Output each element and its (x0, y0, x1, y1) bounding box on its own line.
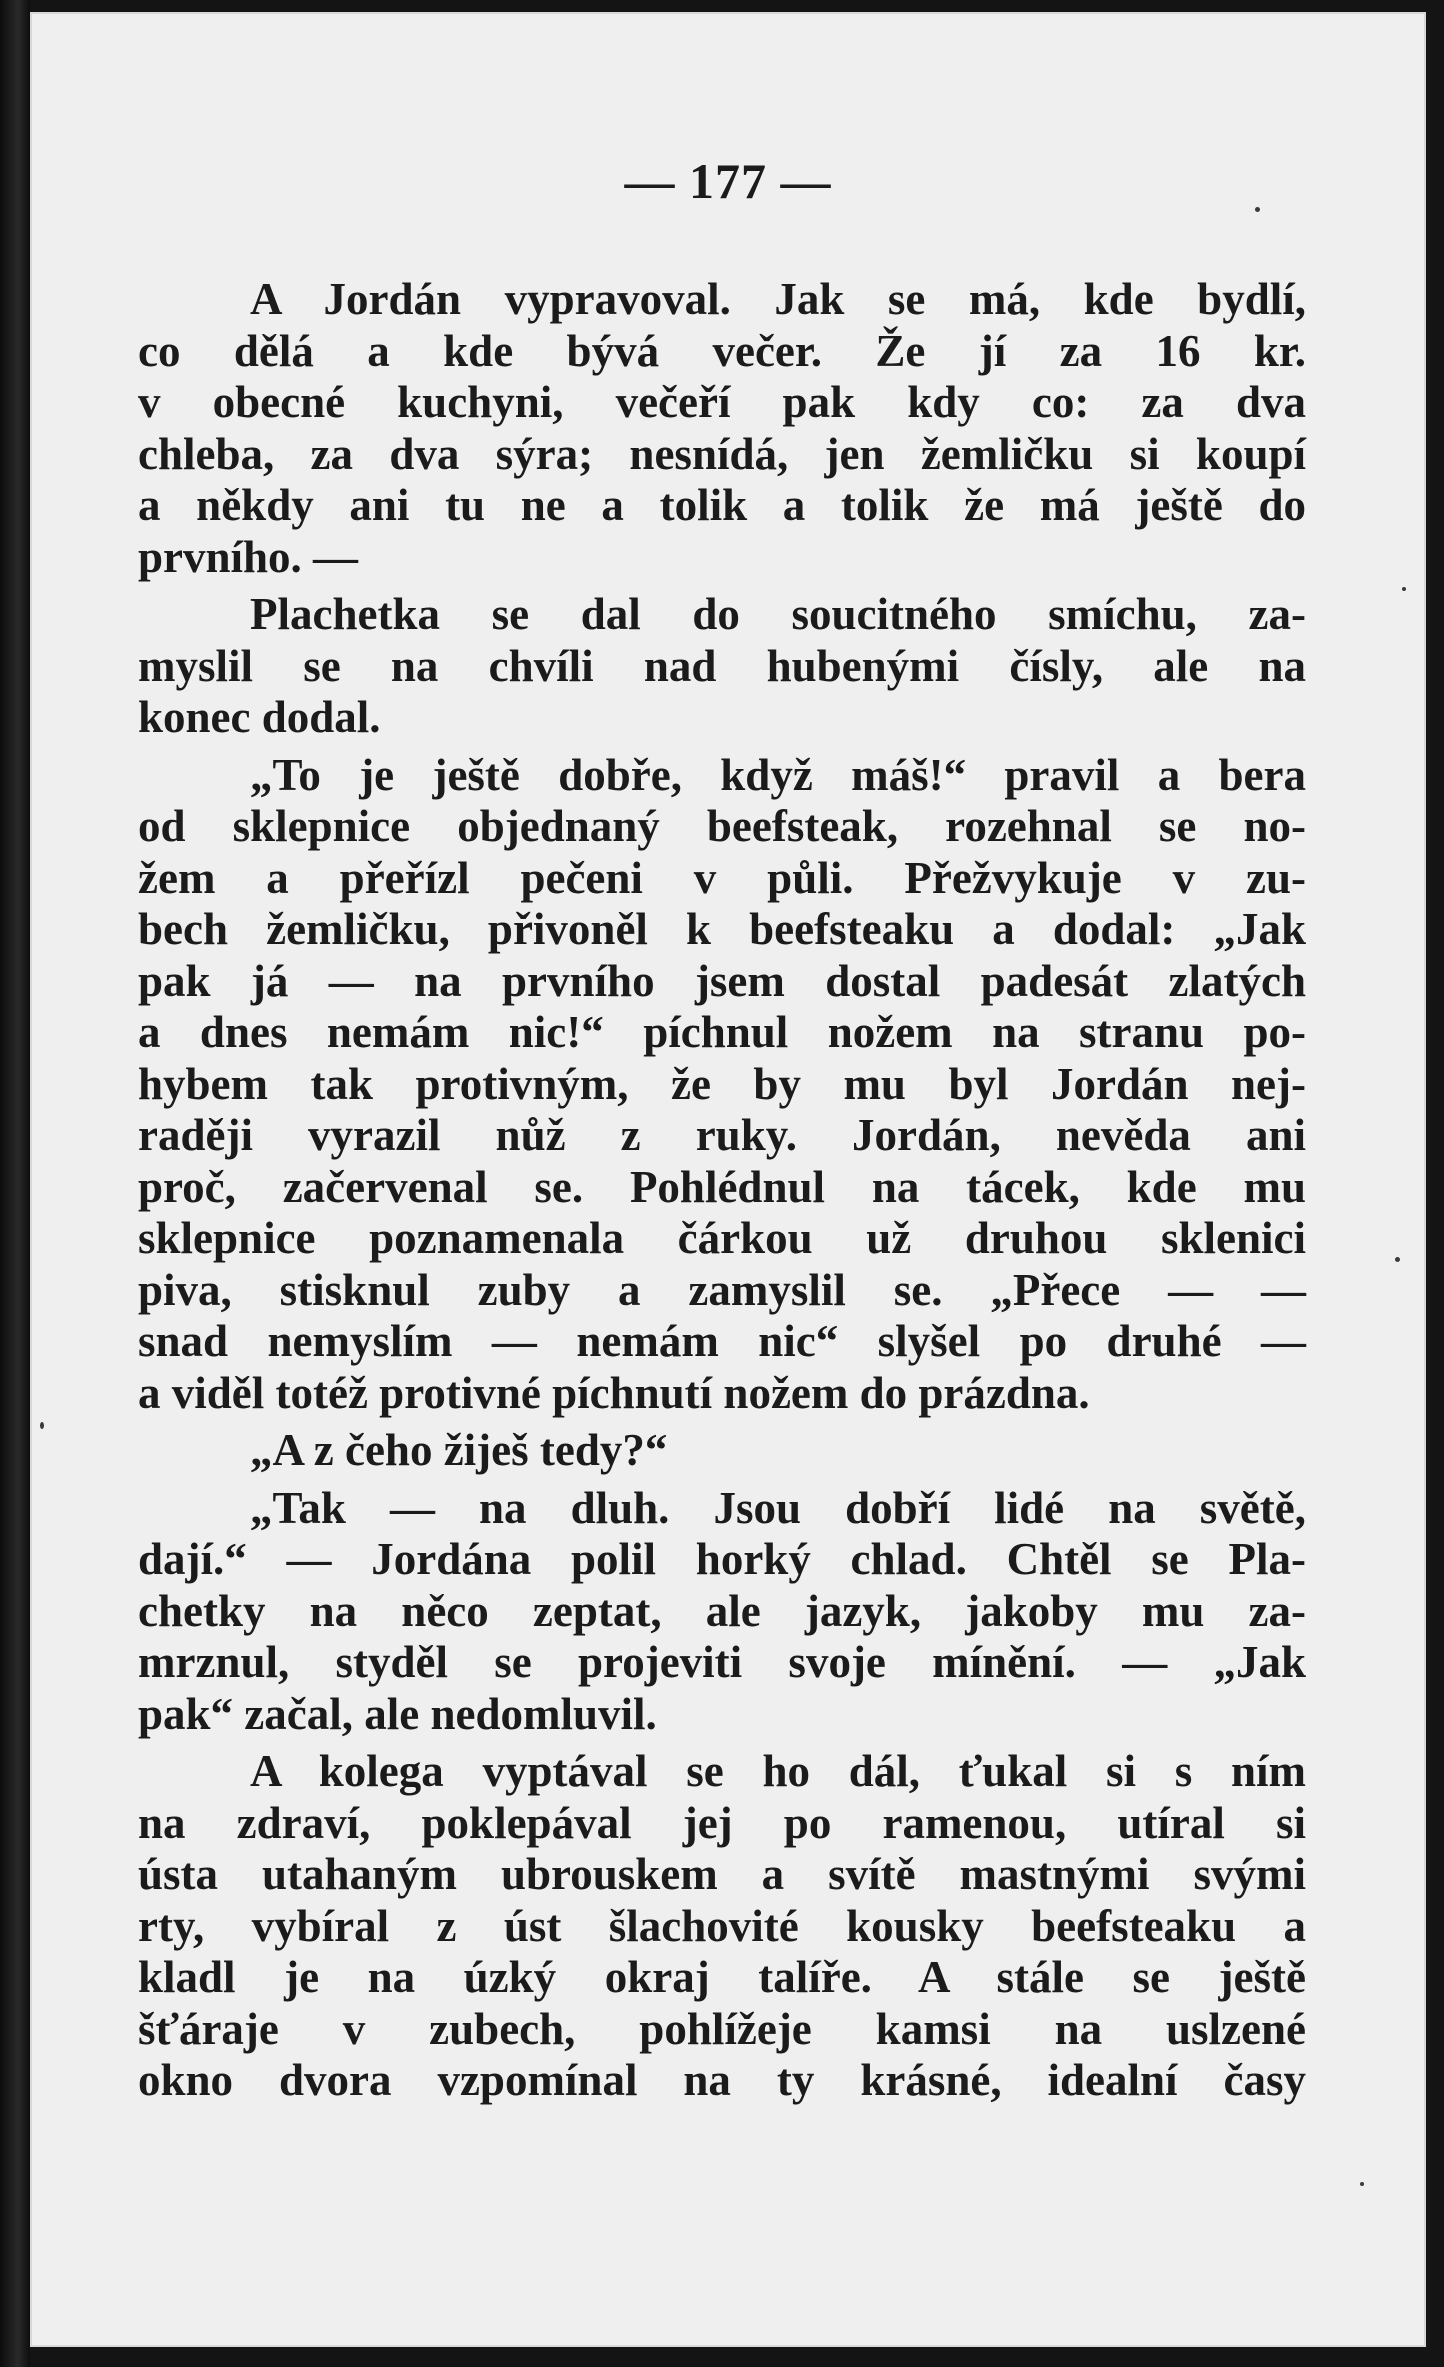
text-line: sklepnice poznamenala čárkou už druhou sklenici (138, 1213, 1306, 1263)
text-line: proč, začervenal se. Pohlédnul na tácek, kde mu (138, 1161, 1306, 1212)
text-line: mrznul, styděl se projeviti svoje mínění. — „Jak (138, 1637, 1306, 1687)
paragraph (138, 750, 1306, 1420)
page-number: — 177 — (624, 153, 832, 209)
text-line: piva, stisknul zuby a zamyslil se. „Přece — — (138, 1264, 1306, 1315)
text-line: šťáraje v zubech, pohlížeje kamsi na uslzené (138, 2003, 1306, 2054)
text-line: chleba, za dva sýra; nesnídá, jen žemličku si koupí (138, 428, 1306, 479)
text-line: v obecné kuchyni, večeří pak kdy co: za dva (138, 377, 1306, 427)
text-line: rty, vybíral z úst šlachovité kousky beefsteaku a (138, 1900, 1306, 1951)
text-line: „A z čeho žiješ tedy?“ (250, 1425, 668, 1475)
body-text (138, 274, 1306, 2107)
text-line: ústa utahaným ubrouskem a svítě mastnými svými (138, 1849, 1306, 1899)
paragraph (138, 274, 1306, 583)
text-line: konec dodal. (138, 692, 381, 742)
text-line: bech žemličku, přivoněl k beefsteaku a dodal: „Jak (138, 904, 1306, 954)
scan-speck (1360, 2182, 1364, 2186)
scan-speck (1255, 207, 1260, 212)
text-line: a dnes nemám nic!“ píchnul nožem na stranu po- (138, 1007, 1306, 1057)
paragraph (138, 589, 1306, 744)
text-line: a viděl totéž protivné píchnutí nožem do prázdna. (138, 1367, 1090, 1418)
text-line: Plachetka se dal do soucitného smíchu, za- (250, 589, 1306, 639)
text-line: okno dvora vzpomínal na ty krásné, idealní časy (138, 2055, 1306, 2105)
text-line: „To je ještě dobře, když máš!“ pravil a bera (250, 749, 1306, 800)
text-line: a někdy ani tu ne a tolik a tolik že má ještě do (138, 480, 1306, 530)
text-line: A Jordán vypravoval. Jak se má, kde bydlí, (250, 274, 1306, 324)
paragraph (138, 1483, 1306, 1741)
scan-speck (1395, 1257, 1400, 1262)
text-line: chetky na něco zeptat, ale jazyk, jakoby mu za- (138, 1585, 1306, 1636)
text-line: co dělá a kde bývá večer. Že jí za 16 kr. (138, 325, 1306, 376)
book-page (30, 12, 1426, 2347)
text-line: dají.“ — Jordána polil horký chlad. Chtěl se Pla- (138, 1534, 1306, 1584)
scan-speck (1402, 587, 1406, 591)
text-line: A kolega vyptával se ho dál, ťukal si s ním (250, 1746, 1306, 1796)
text-line: prvního. — (138, 531, 359, 582)
scan-speck (40, 1422, 44, 1429)
text-line: myslil se na chvíli nad hubenými čísly, ale na (138, 640, 1306, 691)
text-line: pak já — na prvního jsem dostal padesát zlatých (138, 955, 1306, 1006)
book-binding-edge (0, 0, 30, 2367)
text-line: snad nemyslím — nemám nic“ slyšel po druhé — (138, 1316, 1306, 1366)
text-line: od sklepnice objednaný beefsteak, rozehnal se no- (138, 801, 1306, 851)
paragraph (138, 1746, 1306, 2107)
text-line: „Tak — na dluh. Jsou dobří lidé na světě, (250, 1482, 1306, 1533)
text-line: žem a přeřízl pečeni v půli. Přežvykuje v zu- (138, 852, 1306, 903)
paragraph (138, 1425, 1306, 1477)
text-line: pak“ začal, ale nedomluvil. (138, 1688, 657, 1739)
text-line: na zdraví, poklepával jej po ramenou, utíral si (138, 1797, 1306, 1848)
text-line: kladl je na úzký okraj talíře. A stále se ještě (138, 1952, 1306, 2002)
text-line: hybem tak protivným, že by mu byl Jordán nej- (138, 1058, 1306, 1109)
text-line: raději vyrazil nůž z ruky. Jordán, nevěda ani (138, 1110, 1306, 1160)
